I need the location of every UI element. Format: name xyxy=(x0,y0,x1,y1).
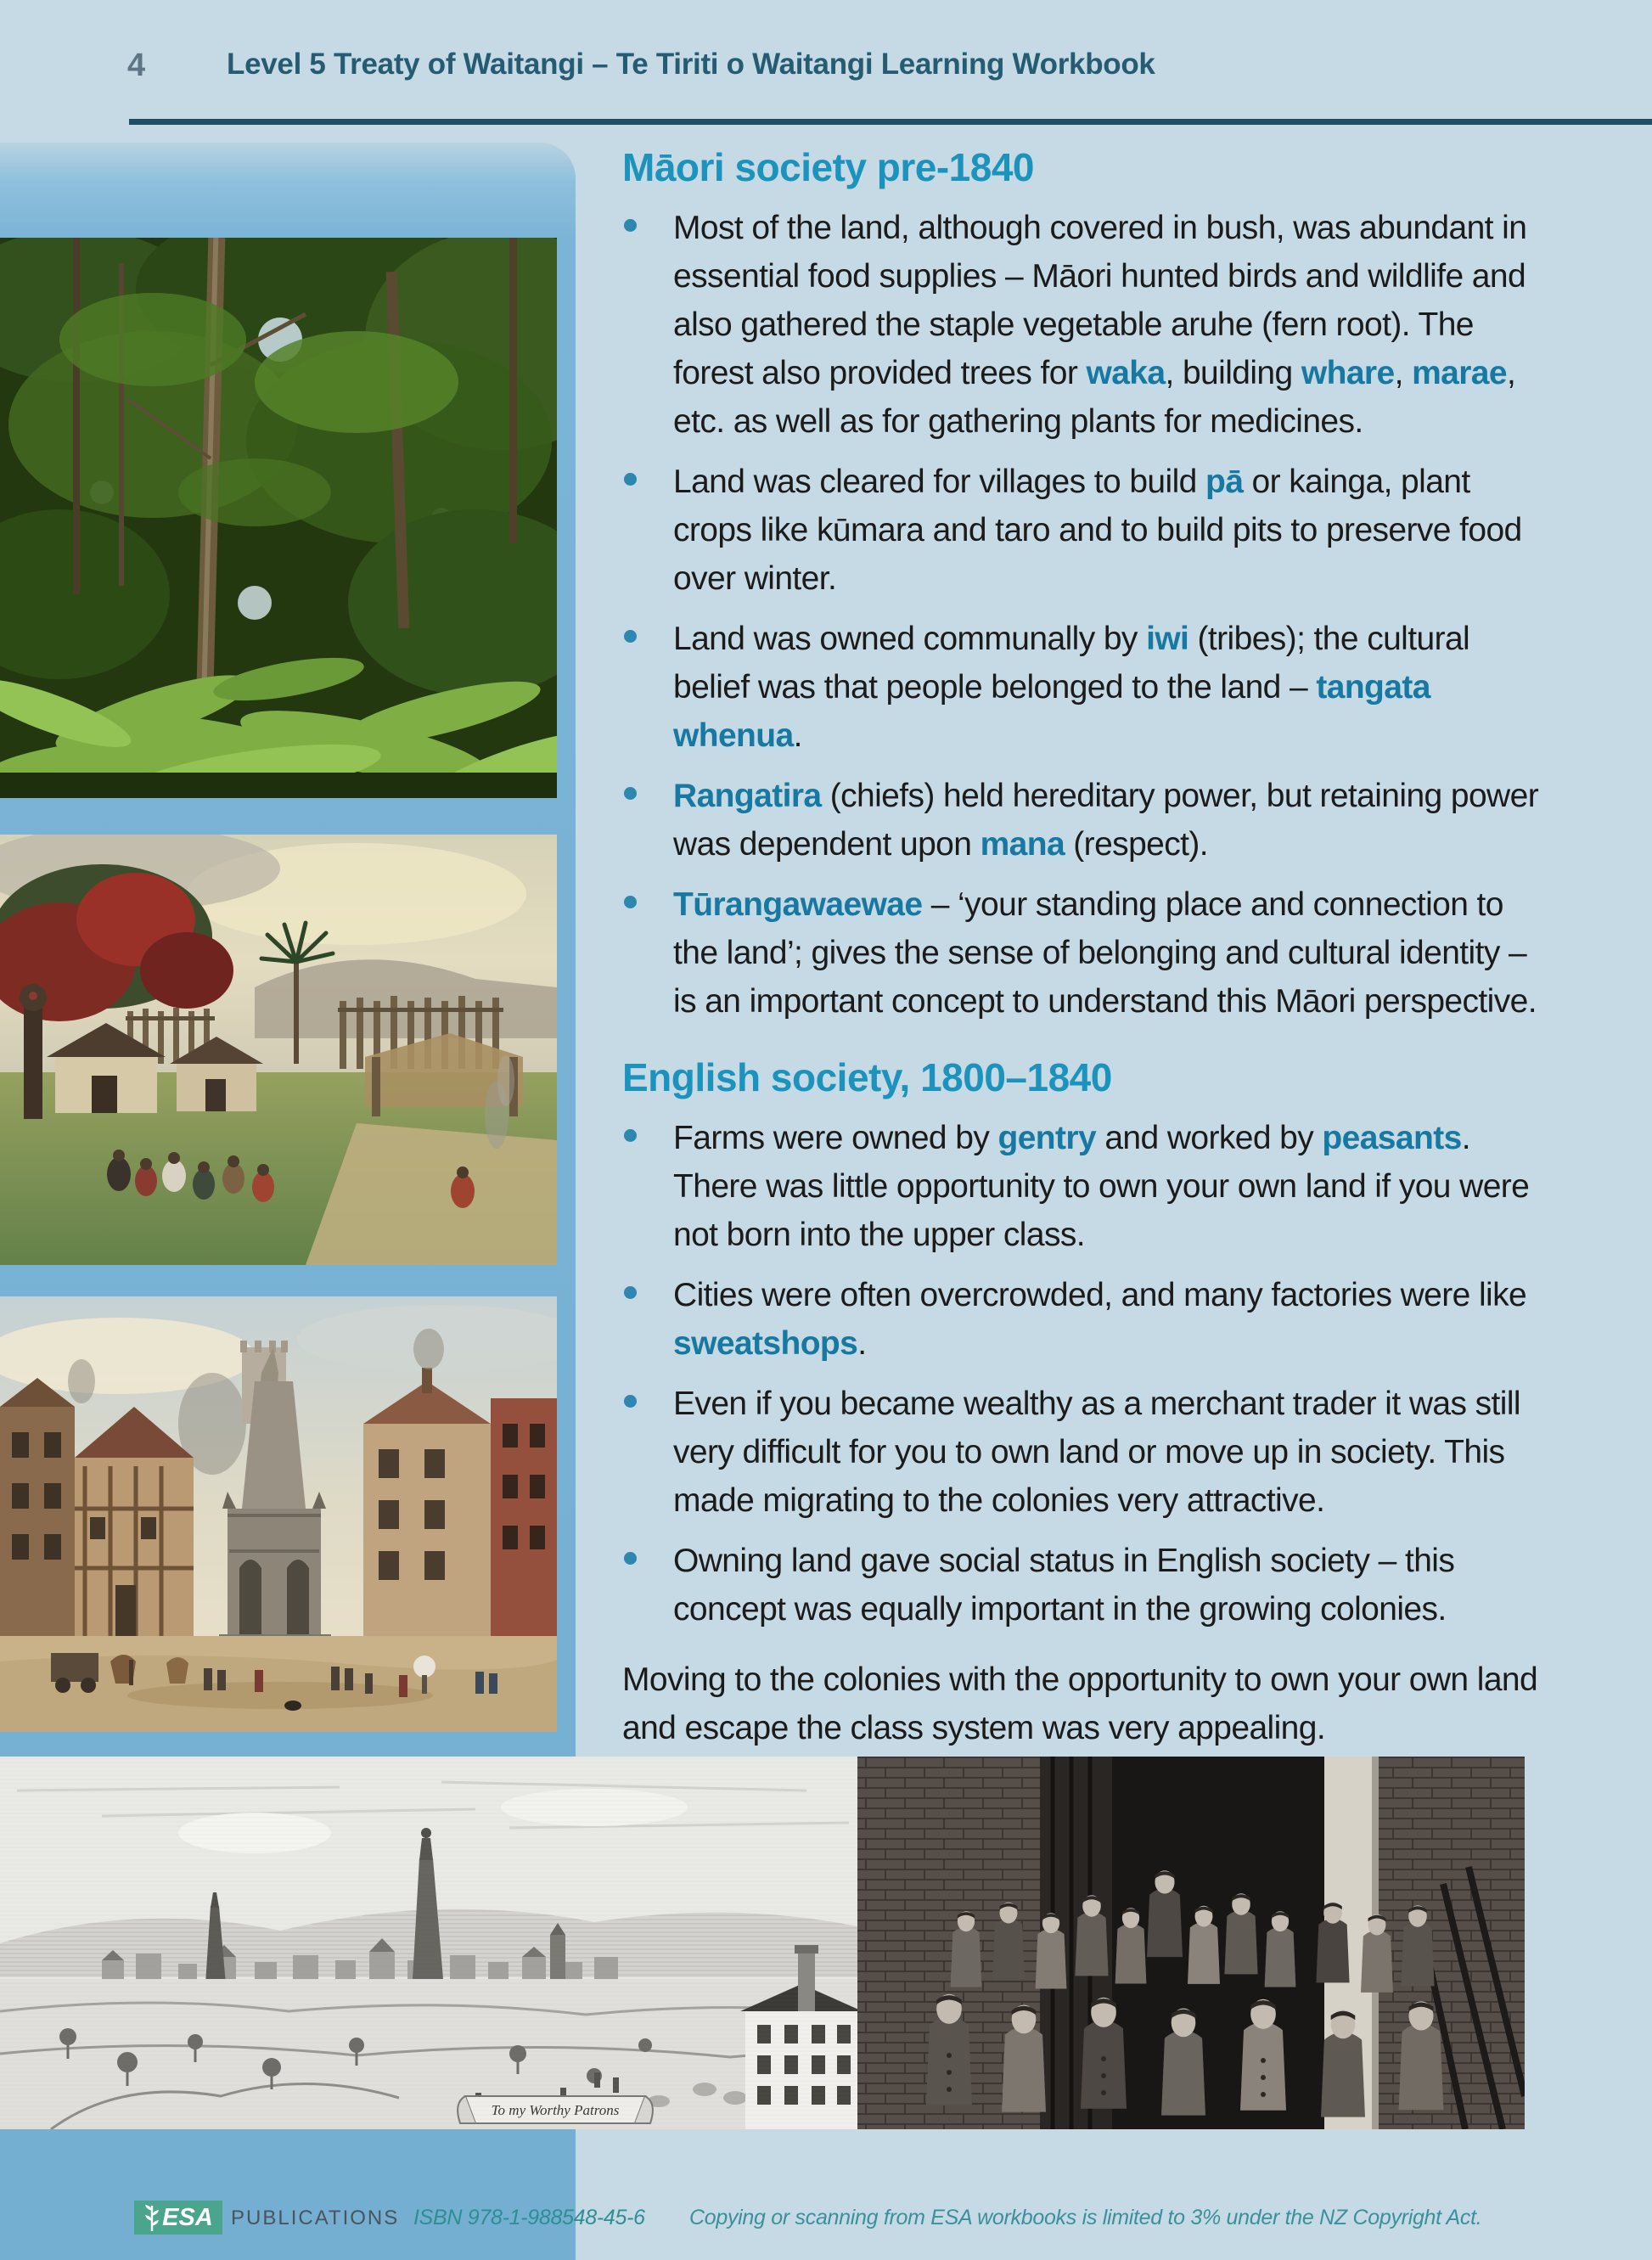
section-heading-maori: Māori society pre-1840 xyxy=(622,145,1035,189)
bullet-text: Owning land gave social status in English society – this concept was equally important in the growing colonies. xyxy=(673,1543,1455,1628)
bullet-icon xyxy=(624,1286,637,1299)
page-number: 4 xyxy=(127,48,146,83)
village-painting xyxy=(0,835,557,1265)
bullet-icon xyxy=(624,1129,637,1142)
list-item xyxy=(622,1537,1543,1633)
bullet-icon xyxy=(624,219,637,232)
bullet-icon xyxy=(624,473,637,486)
list-item xyxy=(622,772,1543,869)
section-heading-english: English society, 1800–1840 xyxy=(622,1055,1112,1099)
list-item xyxy=(622,1271,1543,1368)
city-engraving-art xyxy=(0,1757,857,2129)
forest-photo xyxy=(0,238,557,798)
list-item xyxy=(622,1380,1543,1525)
publications-label: PUBLICATIONS xyxy=(231,2207,400,2229)
bullet-icon xyxy=(624,1395,637,1408)
list-item xyxy=(622,1114,1543,1259)
header-title: Level 5 Treaty of Waitangi – Te Tiriti o Waitangi Learning Workbook xyxy=(227,48,1155,81)
bullet-icon xyxy=(624,1552,637,1565)
esa-logo xyxy=(134,2201,222,2235)
boys-photo-art xyxy=(857,1757,1525,2129)
bullet-text: Rangatira (chiefs) held hereditary power, but retaining power was dependent upon mana (respect). xyxy=(673,778,1539,863)
bullet-text: Most of the land, although covered in bush, was abundant in essential food supplies – Māori hunted birds and wildlife and also gathered the staple vegetable aruhe (fern root). The forest also provided trees for waka, building whare, marae, etc. as well as for gathering plants for medicines. xyxy=(673,210,1527,440)
list-item xyxy=(622,204,1543,446)
content-column xyxy=(622,144,1590,1752)
boys-photo xyxy=(857,1757,1525,2129)
town-painting xyxy=(0,1296,557,1732)
bullet-text: Land was cleared for villages to build pā or kainga, plant crops like kūmara and taro and to build pits to preserve food over winter. xyxy=(673,464,1522,597)
bullet-icon xyxy=(624,896,637,908)
header-rule xyxy=(129,119,1652,125)
bullet-text: Cities were often overcrowded, and many factories were like sweatshops. xyxy=(673,1277,1527,1362)
list-item xyxy=(622,880,1543,1026)
forest-photo-art xyxy=(0,238,557,798)
list-item xyxy=(622,458,1543,603)
maori-bullet-list xyxy=(622,204,1543,1026)
footer xyxy=(0,2195,1652,2240)
bullet-text: Tūrangawaewae – ‘your standing place and connection to the land’; gives the sense of belonging and cultural identity – is an important concept to understand this Māori perspective. xyxy=(673,886,1537,1020)
engraving-caption: To my Worthy Patrons xyxy=(491,2102,620,2118)
copyright-notice: Copying or scanning from ESA workbooks is limited to 3% under the NZ Copyright Act. xyxy=(689,2206,1482,2229)
list-item xyxy=(622,615,1543,760)
bullet-icon xyxy=(624,630,637,643)
esa-plant-icon xyxy=(143,2204,160,2231)
esa-logo-text: ESA xyxy=(162,2203,213,2231)
english-bullet-list xyxy=(622,1114,1543,1633)
bullet-icon xyxy=(624,787,637,800)
bullet-text: Land was owned communally by iwi (tribes); the cultural belief was that people belonged to the land – tangata whenua. xyxy=(673,621,1470,754)
city-engraving xyxy=(0,1757,857,2129)
isbn-label: ISBN 978-1-988548-45-6 xyxy=(413,2206,645,2229)
village-painting-art xyxy=(0,835,557,1265)
bullet-text: Even if you became wealthy as a merchant trader it was still very difficult for you to own land or move up in society. This made migrating to the colonies very attractive. xyxy=(673,1386,1520,1519)
bullet-text: Farms were owned by gentry and worked by peasants. There was little opportunity to own your own land if you were not born into the upper class. xyxy=(673,1120,1530,1253)
closing-paragraph: Moving to the colonies with the opportunity to own your own land and escape the class system was very appealing. xyxy=(622,1661,1538,1746)
town-painting-art xyxy=(0,1296,557,1732)
